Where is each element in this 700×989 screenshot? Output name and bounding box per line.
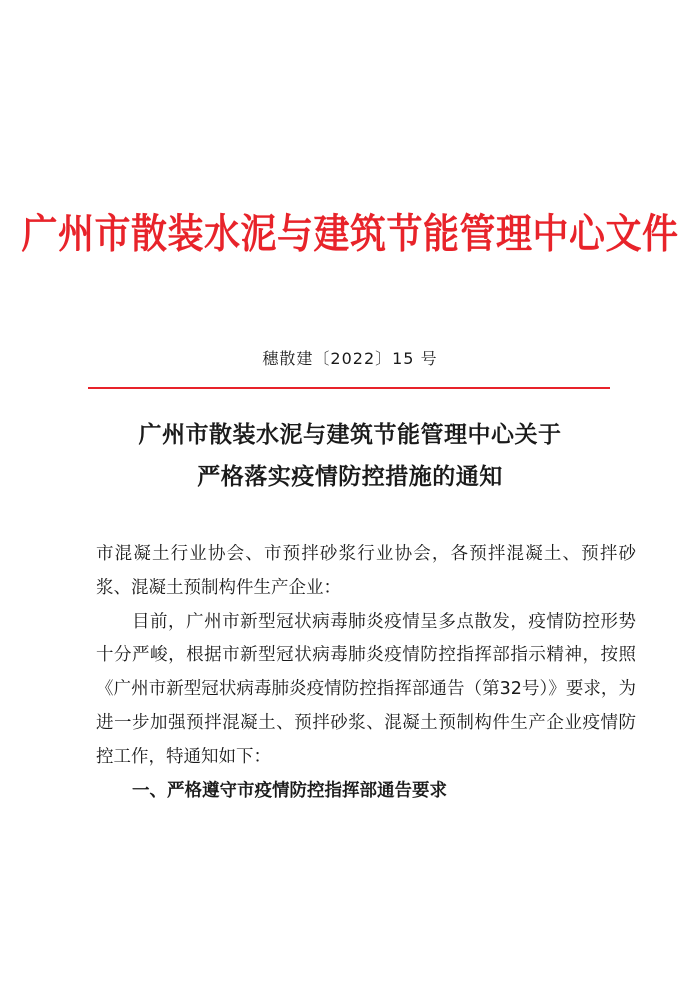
document-number: 穗散建〔2022〕15 号 [262, 349, 438, 368]
body-paragraph-1: 目前，广州市新型冠状病毒肺炎疫情呈多点散发，疫情防控形势十分严峻，根据市新型冠状病毒肺炎疫情防控指挥部指示精神，按照《广州市新型冠状病毒肺炎疫情防控指挥部通告（第32号）》要求，为进一步加强预拌混凝土、预拌砂浆、混凝土预制构件生产企业疫情防控工作，特通知如下： [96, 611, 636, 767]
notice-title-line-1: 广州市散装水泥与建筑节能管理中心关于 [138, 421, 562, 448]
red-divider-line [88, 387, 610, 389]
notice-title [0, 414, 700, 498]
section-heading-1: 一、严格遵守市疫情防控指挥部通告要求 [132, 780, 447, 801]
notice-title-line-2: 严格落实疫情防控措施的通知 [197, 463, 503, 490]
addressee-paragraph: 市混凝土行业协会、市预拌砂浆行业协会，各预拌混凝土、预拌砂浆、混凝土预制构件生产企业： [96, 544, 636, 598]
issuer-file-header: 广州市散装水泥与建筑节能管理中心文件 [21, 210, 679, 258]
notice-body [96, 538, 636, 808]
